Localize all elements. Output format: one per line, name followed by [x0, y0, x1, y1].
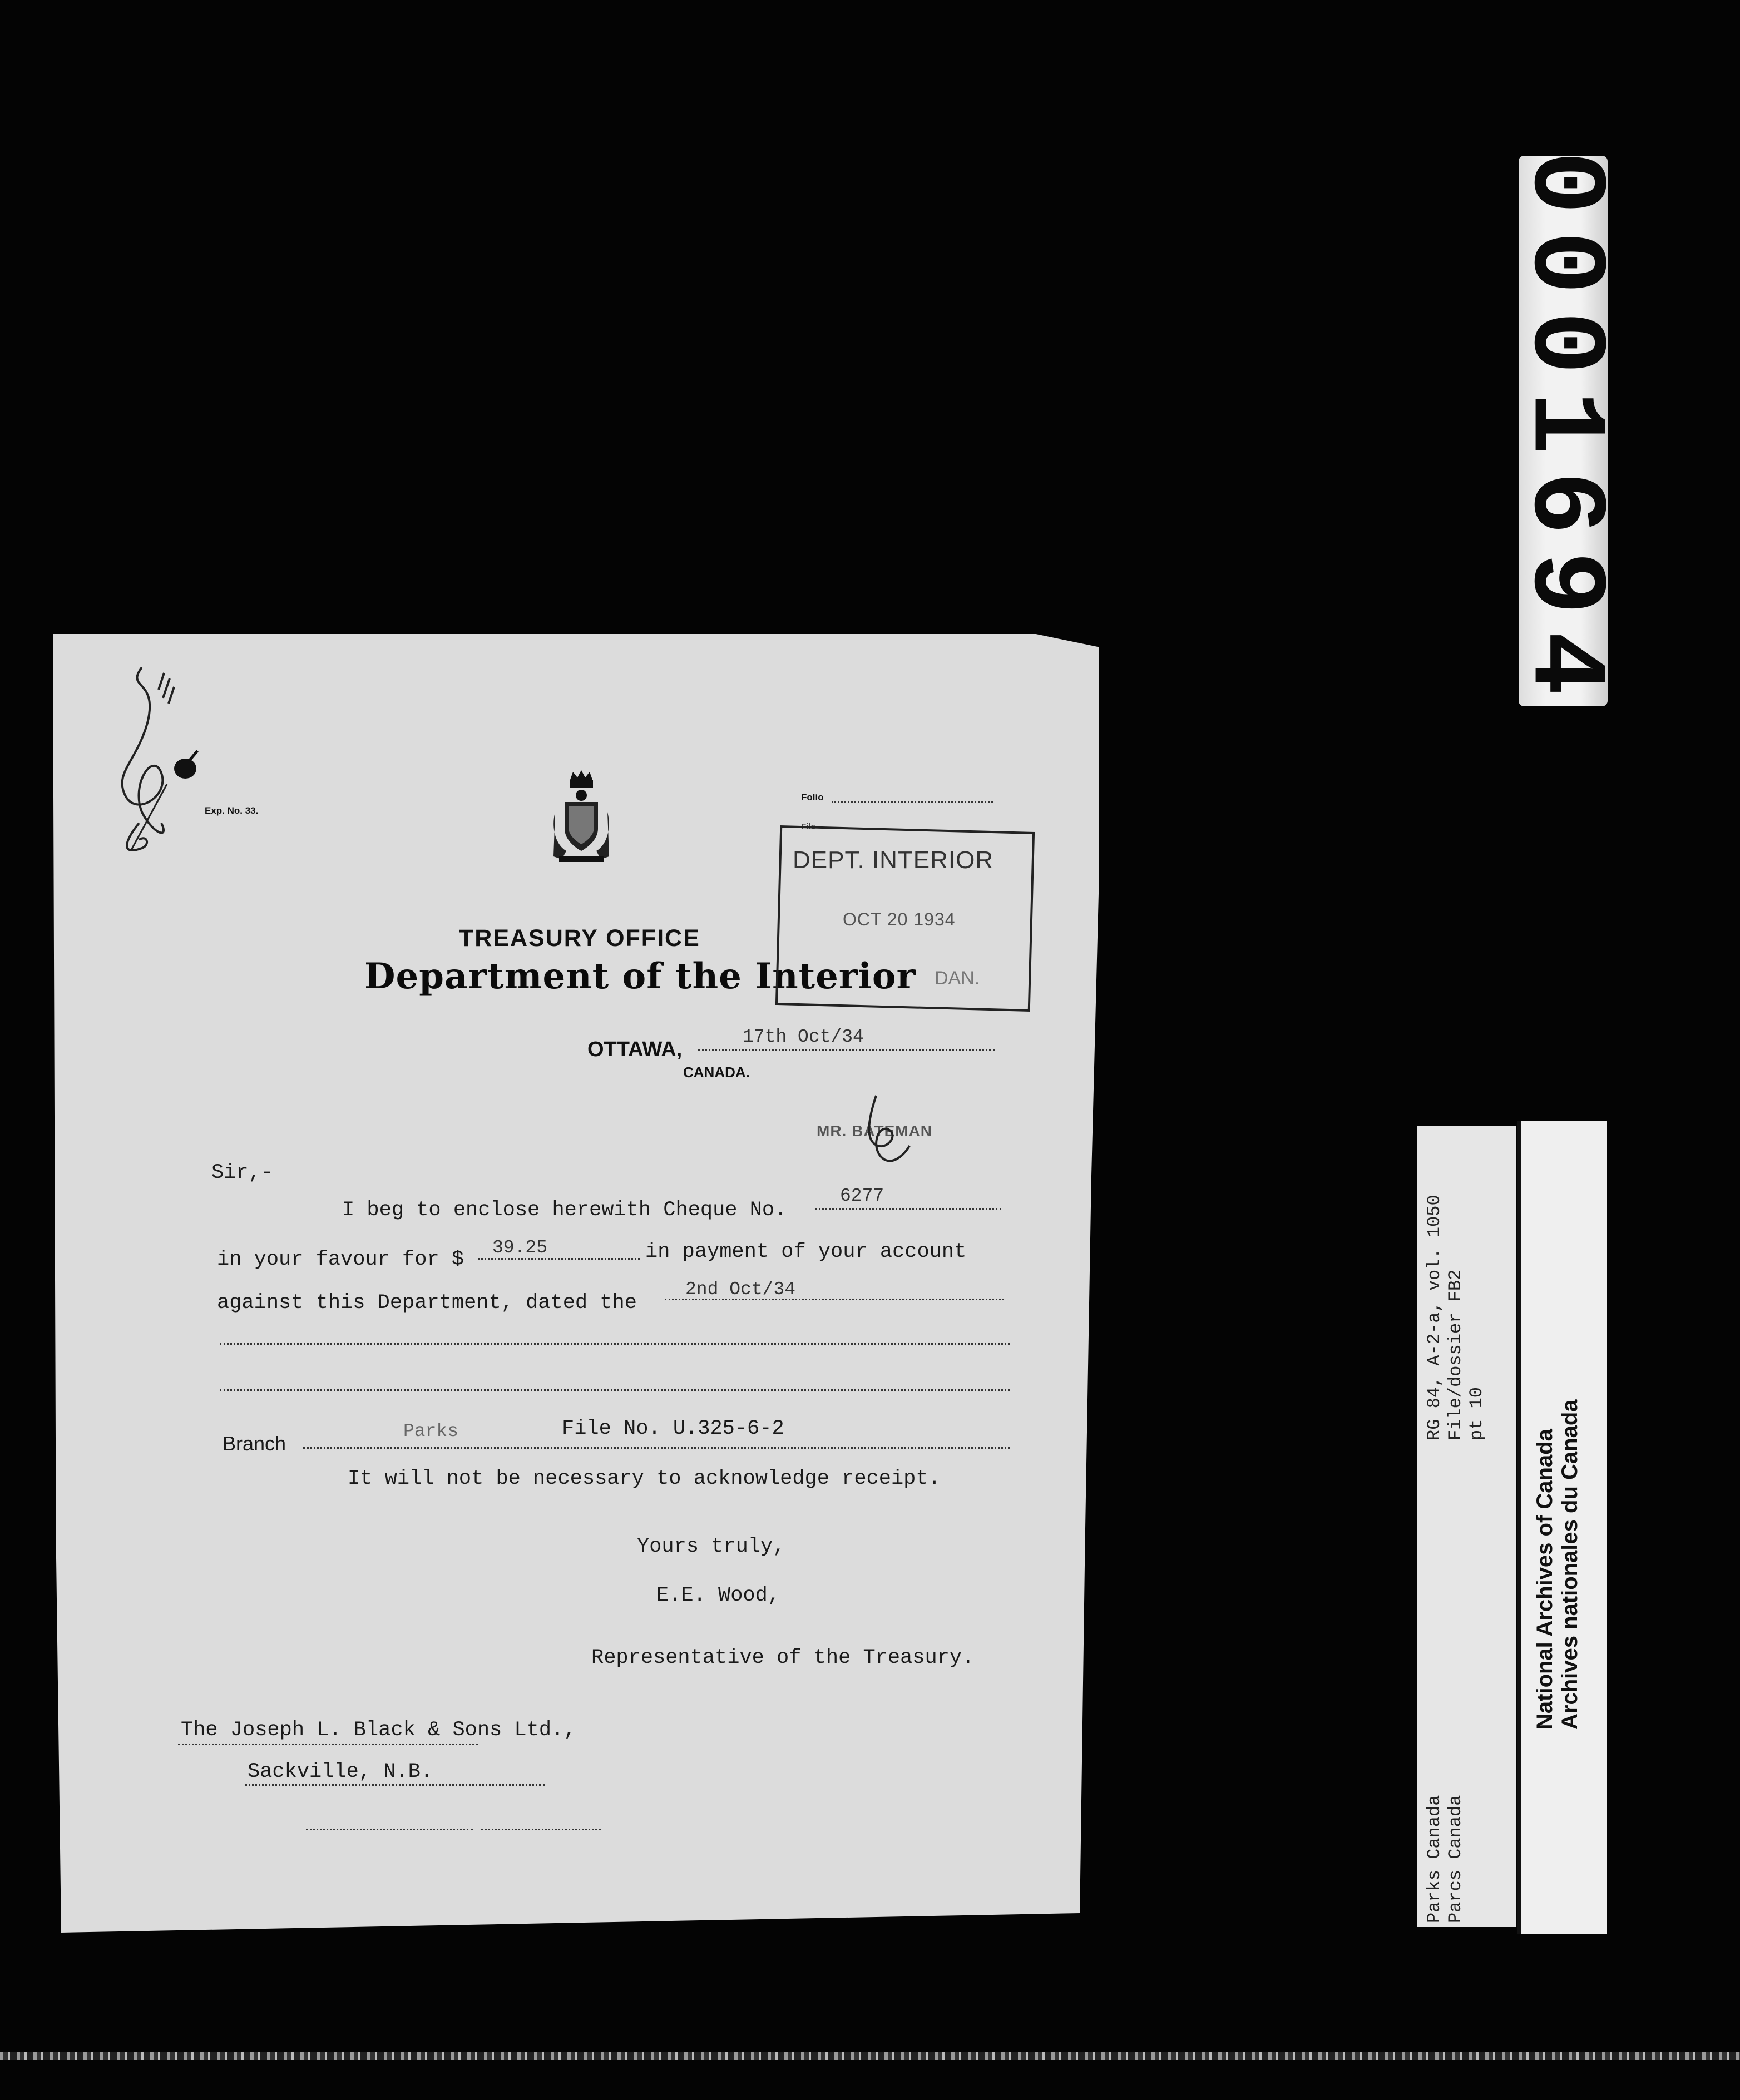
film-edge-strip	[0, 2052, 1740, 2060]
frame-number	[1503, 150, 1623, 712]
payment-sentence: in payment of your account	[645, 1240, 967, 1264]
amount-dotted-line	[478, 1258, 640, 1260]
cheque-amount: 39.25	[492, 1237, 548, 1258]
file-number: File No. U.325-6-2	[562, 1417, 784, 1440]
letter-date: 17th Oct/34	[743, 1027, 864, 1047]
signatory-name: E.E. Wood,	[656, 1584, 780, 1607]
department-heading: Department of the Interior	[364, 955, 916, 997]
blank-dotted-line-2	[220, 1389, 1010, 1391]
handwritten-initial-mark	[854, 1090, 915, 1168]
salutation: Sir,-	[211, 1161, 274, 1185]
frame-number-text: 0001694	[1503, 150, 1623, 712]
country-label: CANADA.	[683, 1064, 750, 1081]
city-label: OTTAWA,	[587, 1038, 683, 1061]
signatory-title: Representative of the Treasury.	[591, 1646, 975, 1670]
account-date: 2nd Oct/34	[685, 1279, 796, 1300]
cheque-number: 6277	[840, 1186, 884, 1206]
branch-dotted-line	[303, 1447, 1010, 1449]
folio-label: Folio	[801, 792, 824, 803]
account-sentence: against this Department, dated the	[217, 1291, 637, 1315]
addressee-name: The Joseph L. Black & Sons Ltd.,	[181, 1718, 576, 1742]
closing: Yours truly,	[637, 1535, 785, 1558]
branch-label: Branch	[223, 1432, 286, 1455]
acknowledge-note: It will not be necessary to acknowledge receipt.	[348, 1467, 941, 1490]
archive-reference-line-1: RG 84, A-2-a, vol. 1050	[1424, 1195, 1445, 1440]
cheque-dotted-line	[815, 1208, 1001, 1210]
addressee-city-dotted-line	[245, 1784, 545, 1786]
institution-name-french: Archives nationales du Canada	[1558, 1399, 1582, 1730]
stamp-title: DEPT. INTERIOR	[793, 846, 994, 874]
amount-prefix: in your favour for $	[217, 1248, 464, 1271]
date-dotted-line	[698, 1049, 995, 1051]
coat-of-arms-emblem	[551, 767, 612, 865]
archive-source-line-2: Parcs Canada	[1445, 1795, 1466, 1923]
cheque-sentence: I beg to enclose herewith Cheque No.	[342, 1198, 787, 1222]
archive-reference-line-3: pt 10	[1466, 1386, 1487, 1440]
blank-address-line-2	[481, 1829, 601, 1830]
addressee-name-dotted-line	[178, 1744, 478, 1745]
blank-address-line-1	[306, 1829, 473, 1830]
account-date-dotted-line	[665, 1299, 1004, 1300]
archive-source-line-1: Parks Canada	[1424, 1795, 1445, 1923]
routing-note: MR. BATEMAN	[817, 1122, 933, 1140]
treasury-office-heading: TREASURY OFFICE	[459, 925, 700, 952]
addressee-city: Sackville, N.B.	[248, 1760, 433, 1784]
exp-number: Exp. No. 33.	[205, 805, 259, 816]
branch-value: Parks	[403, 1421, 459, 1442]
folio-dotted-line	[832, 801, 993, 803]
institution-name-english: National Archives of Canada	[1533, 1429, 1557, 1730]
file-label: File	[801, 822, 815, 831]
stamp-date: OCT 20 1934	[843, 909, 956, 929]
blank-dotted-line-1	[220, 1343, 1010, 1345]
stamp-extra-text: DAN.	[935, 968, 980, 989]
archive-reference-line-2: File/dossier FB2	[1445, 1269, 1466, 1440]
handwritten-initials-mark	[108, 656, 220, 890]
